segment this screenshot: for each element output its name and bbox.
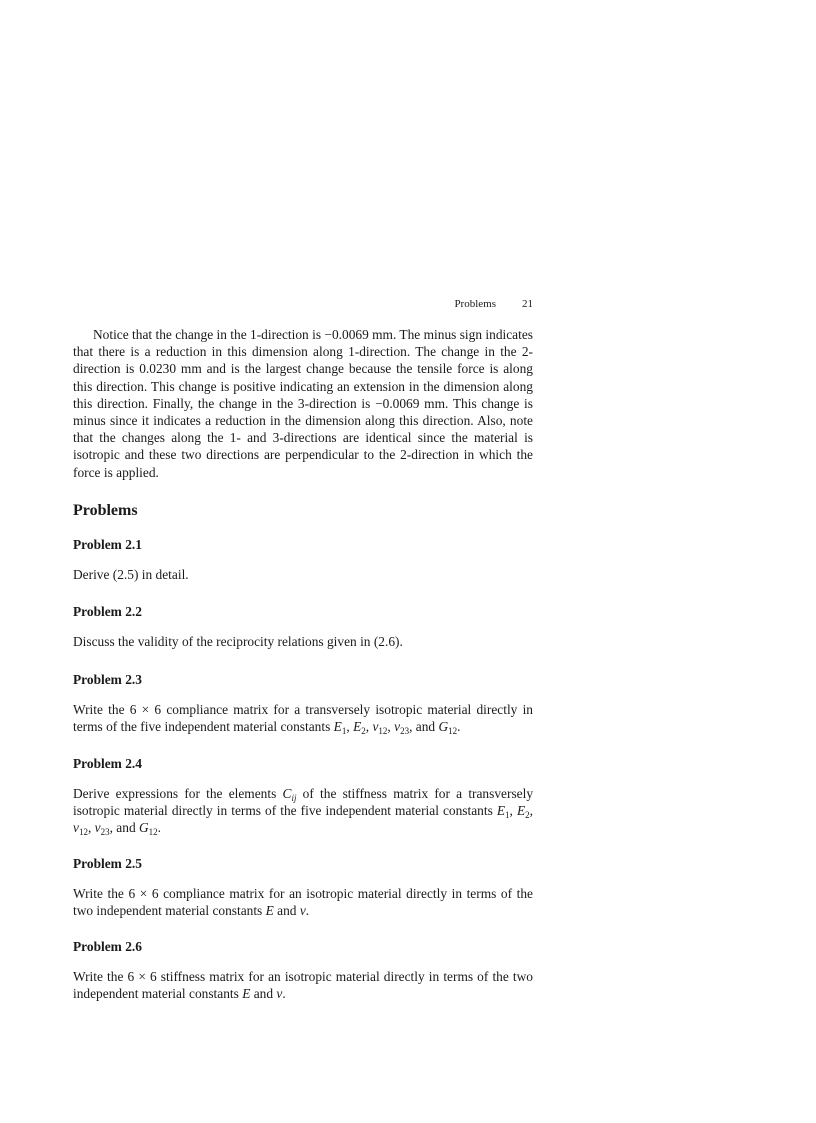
intro-paragraph: Notice that the change in the 1-direction is −0.0069 mm. The minus sign indicates that there is a reduction in this dimension along 1-direction. The change in the 2-direction is 0.0230 mm and is the largest change because the tensile force is along this direction. This change is positive indicating an extension in the dimension along this direction. Finally, the change in the 3-direction is −0.0069 mm. This change is minus since it indicates a reduction in the dimension along this direction. Also, note that the changes along the 1- and 3-directions are identical since the material is isotropic and these two directions are perpendicular to the 2-direction in which the force is applied. — [73, 327, 533, 480]
problem-body: Discuss the validity of the reciprocity relations given in (2.6). — [73, 634, 403, 649]
running-head-title: Problems — [454, 298, 496, 310]
problem-title: Problem 2.2 — [73, 604, 142, 619]
problem-body: Derive (2.5) in detail. — [73, 567, 189, 582]
problem-body: Write the 6 × 6 compliance matrix for a transversely isotropic material directly in terms of the five independent material constants $E_1$, $E_2$, $\nu_{12}$, $\nu_{23}$, and $G_{12}$. — [73, 702, 533, 737]
problem-body: Derive expressions for the elements $C_{ij}$ of the stiffness matrix for a transversely isotropic material directly in terms of the five independent material constants $E_1$, $E_2$, $\nu_{12}$, $\nu_{23}$, and $G_{12}$. — [73, 786, 534, 838]
problem-title: Problem 2.4 — [73, 756, 142, 771]
page — [73, 0, 533, 1123]
problem-2-5 — [73, 855, 533, 919]
problem-title: Problem 2.3 — [73, 672, 142, 687]
problem-title: Problem 2.1 — [73, 537, 142, 552]
problem-title: Problem 2.6 — [73, 939, 142, 954]
running-head — [73, 298, 533, 310]
problem-2-4 — [73, 755, 533, 837]
problem-2-3 — [73, 671, 533, 735]
problem-2-2 — [73, 603, 533, 650]
problem-body: Write the 6 × 6 stiffness matrix for an isotropic material directly in terms of the two independent material constants E and ν. — [73, 969, 533, 1002]
section-title: Problems — [73, 502, 138, 519]
problem-2-1 — [73, 536, 533, 583]
problem-body: Write the 6 × 6 compliance matrix for an isotropic material directly in terms of the two independent material constants E and ν. — [73, 886, 533, 919]
problem-2-6 — [73, 938, 533, 1002]
page-number: 21 — [522, 298, 533, 310]
problem-title: Problem 2.5 — [73, 856, 142, 871]
